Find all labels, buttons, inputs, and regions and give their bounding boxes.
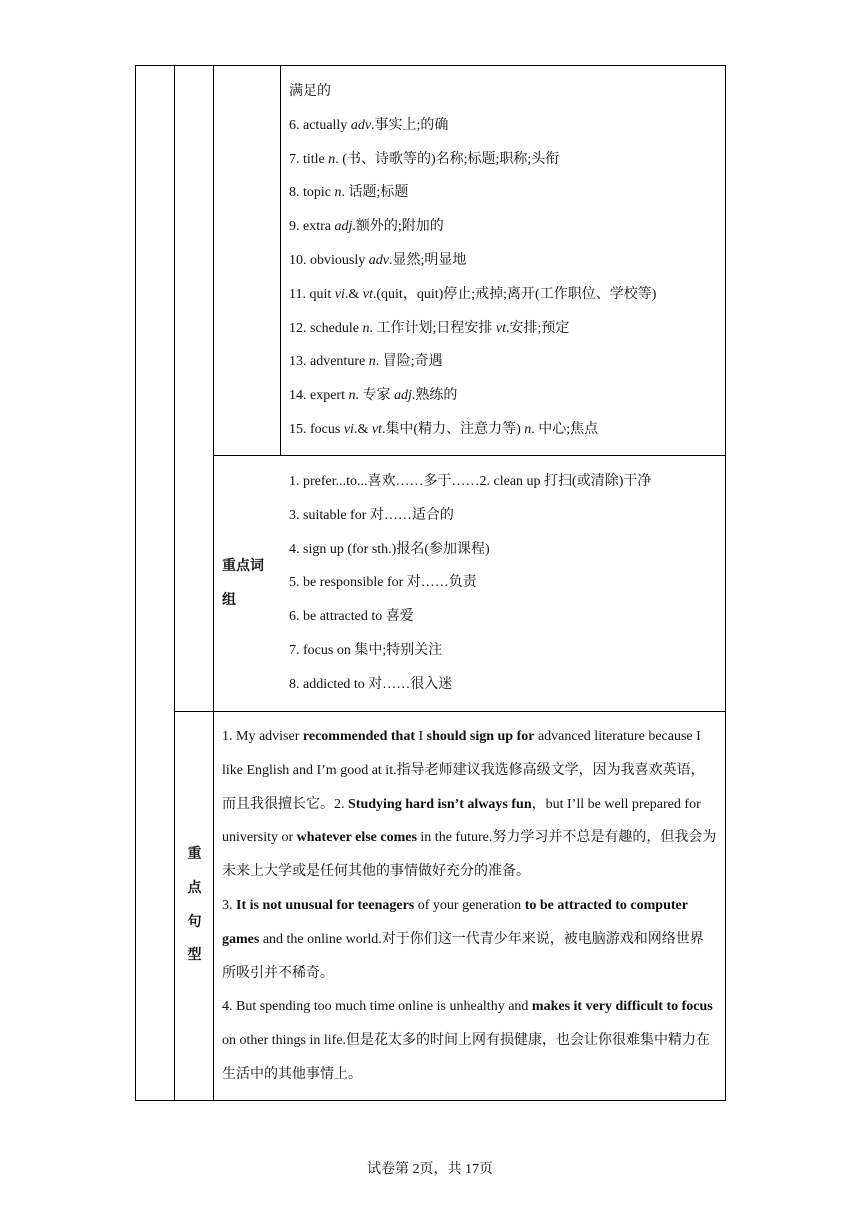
key-pattern: makes it very difficult to focus [531, 999, 713, 1015]
text-segment: . 话题;标题 [341, 185, 409, 201]
text-segment: .& [344, 286, 363, 302]
text-segment: on other things in life.但是花太多的时间上网有损健康，也会让你很难集中精力在生活中的其他事情上。 [222, 1033, 711, 1082]
text-segment: 满足的 [289, 84, 331, 99]
phrase-entry: 1. prefer...to...喜欢……多于……2. clean up 打扫(或清除)干净 [289, 474, 652, 489]
text-segment: 9. extra [289, 219, 335, 235]
phrase-entry: 5. be responsible for 对……负责 [289, 575, 477, 591]
text-segment: .额外的;附加的 [352, 219, 444, 235]
word-entry [289, 116, 448, 136]
text-segment: 14. expert [289, 388, 349, 404]
text-segment: ，but I’ll be well prepared for university or [222, 796, 701, 846]
sentences-label-char: 点 [187, 880, 202, 896]
key-pattern: It is not unusual for teenagers [236, 897, 415, 913]
key-pattern: to be attracted to computer games [222, 897, 688, 947]
part-of-speech: adj [334, 219, 353, 235]
text-segment: 11. quit [289, 286, 335, 302]
part-of-speech: vt [371, 422, 382, 437]
text-segment: 4. But spending too much time online is unhealthy and [222, 999, 532, 1015]
word-entry [289, 150, 559, 170]
phrase-entry: 8. addicted to 对……很入迷 [289, 676, 453, 692]
text-segment: of your generation [414, 897, 525, 913]
word-entry [289, 420, 598, 440]
part-of-speech: adv [368, 253, 389, 268]
word-entry [289, 285, 656, 305]
text-segment: 15. focus [289, 422, 344, 437]
text-segment: 13. adventure [289, 354, 369, 370]
part-of-speech: n [334, 185, 342, 201]
text-segment: 12. schedule [289, 320, 363, 336]
phrase-entry: 4. sign up (for sth.)报名(参加课程) [289, 541, 490, 557]
word-entry [289, 319, 569, 339]
sentence-entry [222, 720, 717, 889]
text-segment: 3. [222, 897, 236, 913]
part-of-speech: vi [334, 286, 345, 302]
row-divider [213, 455, 725, 456]
text-segment: 7. title [289, 151, 329, 167]
sentences-label [176, 838, 213, 973]
text-segment: advanced literature because I like English and I’m good at it.指导老师建议我选修高级文学，因为我喜欢英语，而且我很擅长它。2. [222, 729, 705, 812]
part-of-speech: vt [362, 286, 373, 302]
text-segment: .熟练的 [411, 388, 458, 404]
sentences-label-char: 型 [187, 948, 202, 964]
text-segment: and the online world.对于你们这一代青少年来说，被电脑游戏和网络世界所吸引并不稀奇。 [222, 931, 704, 981]
word-entry [289, 183, 408, 203]
key-pattern: recommended that [302, 729, 415, 744]
text-segment: 6. actually [289, 117, 351, 133]
key-pattern: should sign up for [426, 729, 535, 744]
text-segment: . 专家 [355, 388, 394, 404]
column-divider [280, 66, 281, 455]
text-segment: . 中心;焦点 [531, 422, 599, 437]
text-segment: .显然;明显地 [388, 253, 467, 268]
column-divider [174, 66, 175, 1100]
part-of-speech: n [328, 151, 336, 167]
sentences-label-char: 句 [187, 914, 202, 930]
phrases-label-line: 重点词 [222, 559, 264, 574]
word-entry [289, 82, 331, 102]
part-of-speech: adv [350, 117, 372, 133]
text-segment: in the future.努力学习并不总是有趣的，但我会为未来上大学或是任何其他的事情做好充分的准备。 [222, 830, 717, 880]
phrases-label-line: 组 [222, 593, 236, 608]
sentence-entry [222, 990, 717, 1091]
phrase-entry: 3. suitable for 对……适合的 [289, 507, 454, 523]
text-segment: . (书、诗歌等的)名称;标题;职称;头衔 [335, 151, 560, 167]
word-entry [289, 217, 444, 237]
text-segment: I [415, 729, 427, 744]
phrases-label [222, 557, 264, 577]
sentence-entry [222, 889, 717, 990]
phrase-entry: 7. focus on 集中;特别关注 [289, 643, 443, 658]
key-sentences [222, 720, 717, 1092]
text-segment: .& [353, 422, 372, 437]
page-footer: 试卷第 2页，共 17页 [367, 1162, 493, 1177]
part-of-speech: vt [495, 320, 506, 336]
column-divider [213, 66, 214, 1100]
text-segment: .事实上;的确 [371, 117, 449, 133]
key-pattern: Studying hard isn’t always fun [348, 796, 532, 812]
part-of-speech: n [348, 388, 356, 404]
part-of-speech: n [368, 354, 376, 370]
word-entry [289, 251, 466, 271]
phrases-label [222, 591, 236, 611]
part-of-speech: adj [393, 388, 412, 404]
part-of-speech: vi [343, 422, 354, 437]
text-segment: 1. My adviser [222, 729, 303, 744]
word-entry [289, 386, 457, 406]
text-segment: . 工作计划;日程安排 [369, 320, 496, 336]
text-segment: .集中(精力、注意力等) [381, 422, 525, 437]
text-segment: 10. obviously [289, 253, 369, 268]
part-of-speech: n [362, 320, 370, 336]
sentences-label-char: 重 [187, 847, 202, 862]
text-segment: .(quit，quit)停止;戒掉;离开(工作职位、学校等) [372, 286, 657, 302]
phrase-entry: 6. be attracted to 喜爱 [289, 609, 414, 625]
word-entry [289, 352, 443, 372]
key-pattern: whatever else comes [296, 830, 417, 846]
row-divider [174, 711, 725, 712]
text-segment: . 冒险;奇遇 [375, 354, 443, 370]
text-segment: 8. topic [289, 185, 335, 201]
part-of-speech: n [524, 422, 532, 437]
text-segment: .安排;预定 [505, 320, 570, 336]
